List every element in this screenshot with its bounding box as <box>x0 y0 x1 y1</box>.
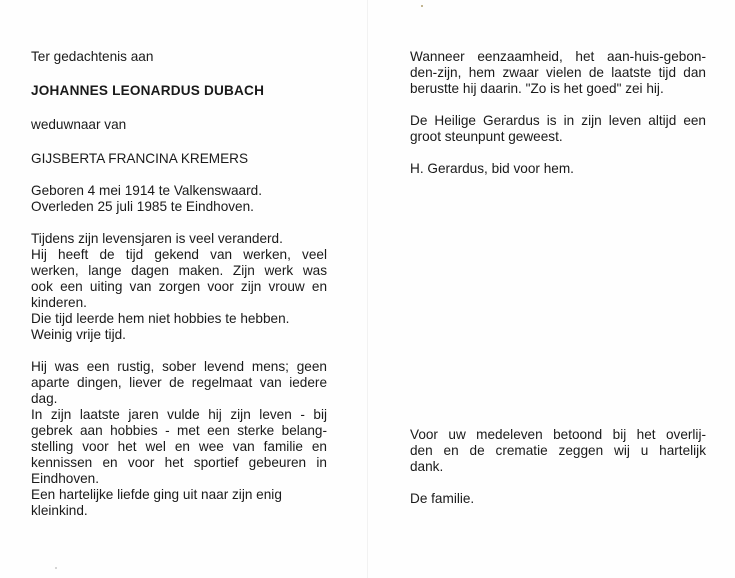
death-line: Overleden 25 juli 1985 te Eindhoven. <box>31 199 254 214</box>
text-line: Een hartelijke liefde ging uit naar zijn enig <box>31 487 282 502</box>
text-line: Eindhoven. <box>31 471 100 486</box>
paragraph-grandchild <box>31 487 327 519</box>
text-line: kennissen en voor het sportief gebeuren in <box>31 455 327 470</box>
paragraph-thanks <box>410 427 706 475</box>
deceased-name: JOHANNES LEONARDUS DUBACH <box>31 83 265 98</box>
text-line: kinderen. <box>31 295 87 310</box>
text-line: werken, lange dagen maken. Zijn werk was <box>31 263 327 278</box>
text-line: gebrek aan hobbies - met een sterke belang- <box>31 423 327 438</box>
paper-speck <box>55 567 57 569</box>
text-line: stelling voor het wel en wee van familie en <box>31 439 327 454</box>
family-signature: De familie. <box>410 491 475 506</box>
text-line: dank. <box>410 459 444 474</box>
text-line: Tijdens zijn levensjaren is veel veranderd. <box>31 231 283 246</box>
birth-line: Geboren 4 mei 1914 te Valkenswaard. <box>31 183 262 198</box>
text-line: ook een uiting van zorgen voor zijn vrouw en <box>31 279 327 294</box>
relation-text: weduwnaar van <box>31 117 127 132</box>
paragraph-character <box>31 359 327 407</box>
text-line: Die tijd leerde hem niet hobbies te hebben. <box>31 311 290 326</box>
text-line: berustte hij daarin. "Zo is het goed" zei hij. <box>410 81 664 96</box>
paragraph-faith <box>410 113 706 145</box>
text-line: kleinkind. <box>31 503 88 518</box>
card-fold-line <box>367 0 368 578</box>
text-line: Hij heeft de tijd gekend van werken, veel <box>31 247 327 262</box>
text-line: Hij was een rustig, sober levend mens; geen <box>31 359 327 374</box>
text-line: den en de crematie zeggen wij u hartelijk <box>410 443 706 458</box>
prayer-line: H. Gerardus, bid voor hem. <box>410 161 574 176</box>
text-line: dag. <box>31 391 58 406</box>
right-page <box>410 49 706 507</box>
intro-text: Ter gedachtenis aan <box>31 49 154 64</box>
text-line: In zijn laatste jaren vulde hij zijn leven - bij <box>31 407 327 422</box>
text-line: den-zijn, hem zwaar vielen de laatste tijd dan <box>410 65 706 80</box>
text-line: De Heilige Gerardus is in zijn leven altijd een <box>410 113 706 128</box>
paragraph-loneliness <box>410 49 706 97</box>
paragraph-life <box>31 231 327 343</box>
paragraph-later-years <box>31 407 327 487</box>
spouse-name: GIJSBERTA FRANCINA KREMERS <box>31 151 249 166</box>
text-line: Weinig vrije tijd. <box>31 327 126 342</box>
paper-speck <box>421 5 423 7</box>
text-line: Voor uw medeleven betoond bij het overlij- <box>410 427 706 442</box>
text-line: Wanneer eenzaamheid, het aan-huis-gebon- <box>410 49 706 64</box>
left-page <box>31 49 327 519</box>
text-line: groot steunpunt geweest. <box>410 129 563 144</box>
text-line: aparte dingen, liever de regelmaat van iedere <box>31 375 327 390</box>
